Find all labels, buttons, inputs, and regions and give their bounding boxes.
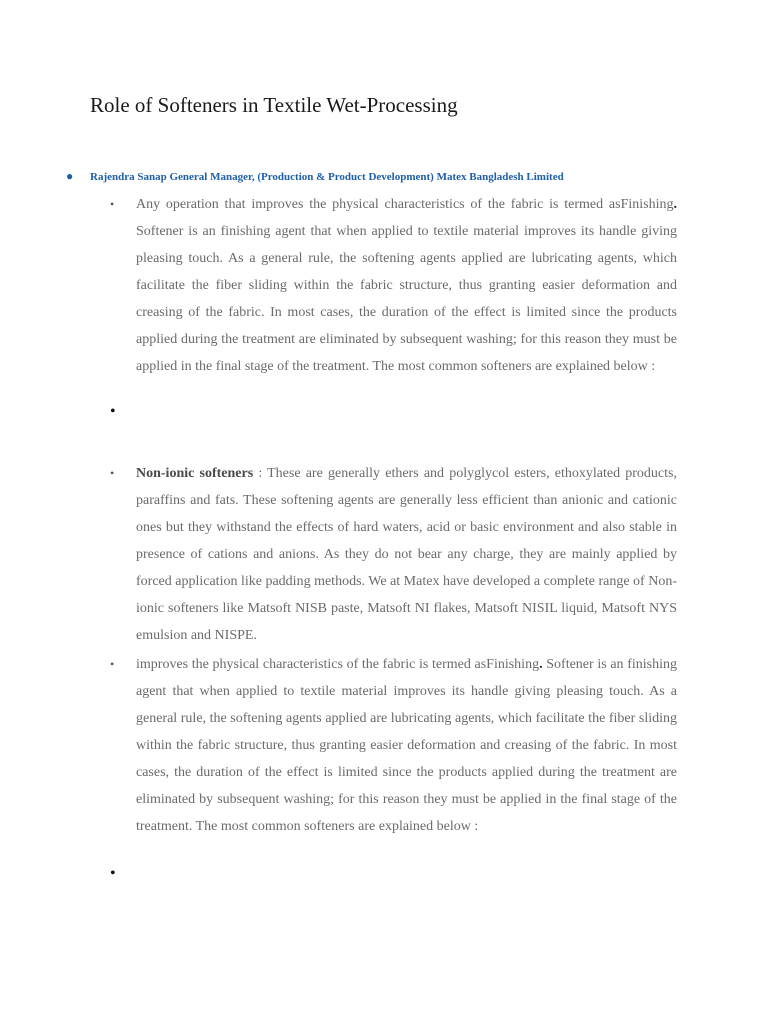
paragraph-lead: Any operation that improves the physical characteristics of the fabric is termed asFinishing [136, 197, 674, 212]
bullet-icon: • [110, 197, 115, 211]
page-title: Role of Softeners in Textile Wet-Processing [90, 93, 458, 117]
author-line[interactable]: Rajendra Sanap General Manager, (Production & Product Development) Matex Bangladesh Limited [90, 171, 564, 183]
paragraph-text: : These are generally ethers and polyglycol esters, ethoxylated products, paraffins and fats. These softening agents are generally less efficient than anionic and cationic ones but they withstand the effects of hard waters, acid or basic environment and also stable in presence of cations and anions. As they do not bear any charge, they are mainly applied by forced application like padding methods. We at Matex have developed a complete range of Non-ionic softeners like Matsoft NISB paste, Matsoft NI flakes, Matsoft NISIL liquid, Matsoft NYS emulsion and NISPE. [136, 466, 677, 643]
paragraph-non-ionic [136, 460, 677, 649]
paragraph-lead-dot: . [539, 657, 543, 672]
bullet-icon: ● [66, 169, 74, 183]
bullet-icon: • [110, 657, 115, 671]
bullet-icon: • [110, 403, 116, 420]
bullet-icon: • [110, 466, 115, 480]
paragraph-heading: Non-ionic softeners [136, 466, 254, 481]
paragraph-intro [136, 191, 677, 380]
bullet-icon: • [110, 865, 116, 882]
paragraph-repeat [136, 651, 677, 840]
author-list-item [66, 170, 706, 188]
paragraph-lead: improves the physical characteristics of the fabric is termed asFinishing [136, 657, 540, 672]
paragraph-rest: Softener is an finishing agent that when applied to textile material improves its handle giving pleasing touch. As a general rule, the softening agents applied are lubricating agents, which facilitate the fiber sliding within the fabric structure, thus granting easier deformation and creasing of the fabric. In most cases, the duration of the effect is limited since the products applied during the treatment are eliminated by subsequent washing; for this reason they must be applied in the final stage of the treatment. The most common softeners are explained below : [136, 657, 677, 834]
paragraph-rest: Softener is an finishing agent that when applied to textile material improves its handle giving pleasing touch. As a general rule, the softening agents applied are lubricating agents, which facilitate the fiber sliding within the fabric structure, thus granting easier deformation and creasing of the fabric. In most cases, the duration of the effect is limited since the products applied during the treatment are eliminated by subsequent washing; for this reason they must be applied in the final stage of the treatment. The most common softeners are explained below : [136, 224, 677, 374]
paragraph-lead-dot: . [673, 197, 677, 212]
